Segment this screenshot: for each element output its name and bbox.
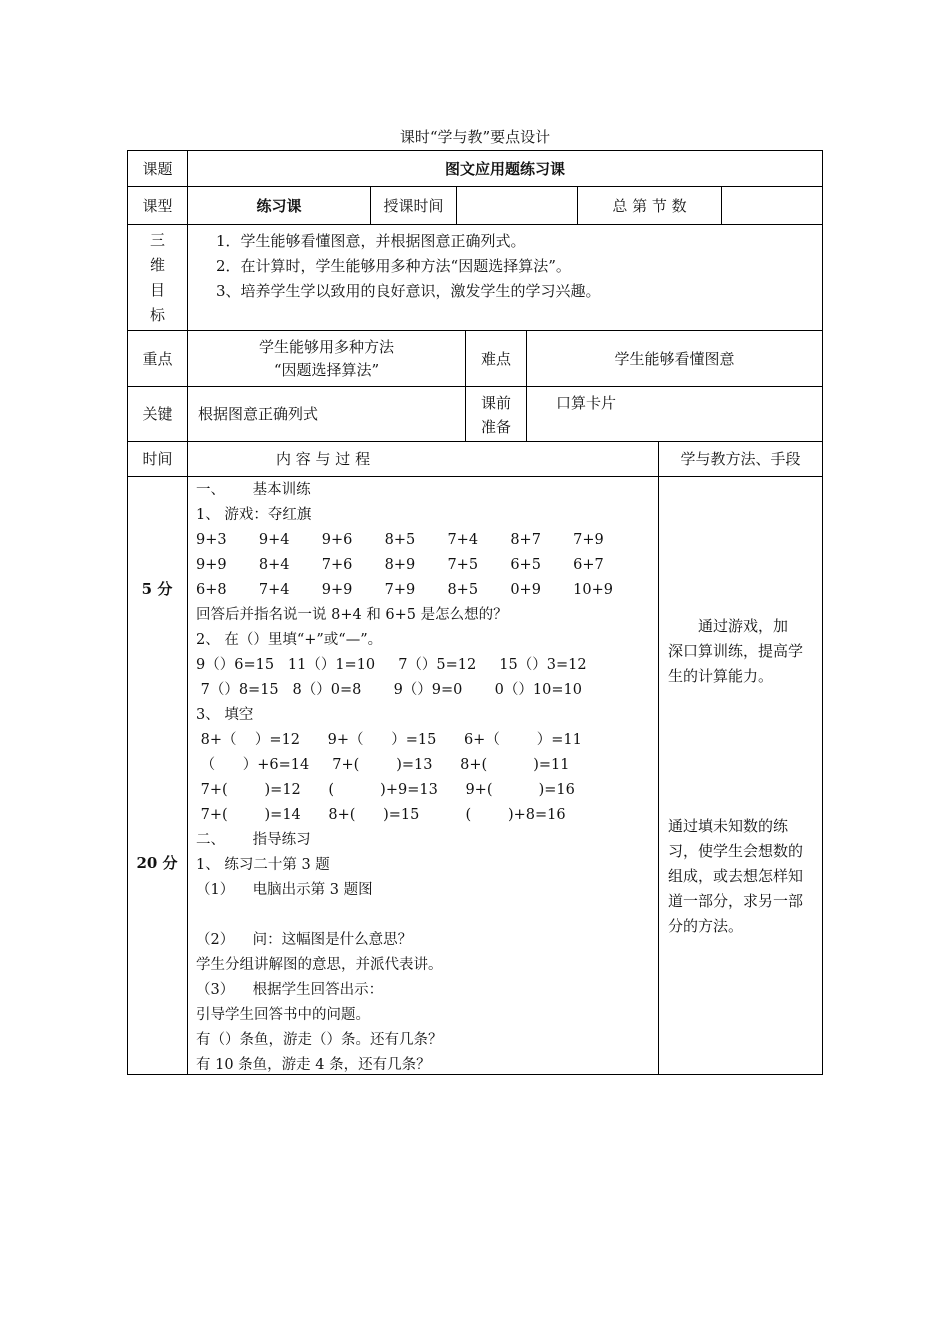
goals-label-char: 三 bbox=[149, 231, 165, 249]
method-line: 习，使学生会想数的 bbox=[668, 842, 804, 860]
topic-value: 图文应用题练习课 bbox=[444, 159, 565, 178]
content-line: 7（）8=15 8（）0=8 9（）9=0 0（）10=10 bbox=[196, 682, 582, 698]
method-note-unknown bbox=[668, 814, 818, 939]
method-note-game bbox=[668, 614, 818, 689]
total-lessons-label: 总 第 节 数 bbox=[612, 196, 687, 215]
content-line: （1） 电脑出示第 3 题图 bbox=[196, 882, 373, 898]
method-line: 通过填未知数的练 bbox=[668, 817, 789, 835]
goals-label-char: 目 bbox=[149, 281, 165, 299]
content-line: （ ）+6=14 7+( )=13 8+( )=11 bbox=[196, 757, 570, 773]
content-line: 有 10 条鱼，游走 4 条，还有几条？ bbox=[196, 1057, 431, 1073]
content-line: 1、 游戏：夺红旗 bbox=[196, 507, 312, 523]
teach-time-label: 授课时间 bbox=[383, 196, 444, 215]
process-content bbox=[196, 478, 654, 1078]
content-line: 3、 填空 bbox=[196, 707, 254, 723]
content-line: 9（）6=15 11（）1=10 7（）5=12 15（）3=12 bbox=[196, 657, 587, 673]
prep-label-line: 准备 bbox=[480, 418, 511, 436]
prep-value: 口算卡片 bbox=[556, 394, 617, 412]
time-20-min: 20 分 bbox=[136, 854, 178, 872]
method-line: 生的计算能力。 bbox=[668, 667, 774, 685]
method-line: 道一部分，求另一部 bbox=[668, 892, 804, 910]
content-line: 学生分组讲解图的意思，并派代表讲。 bbox=[196, 957, 443, 973]
method-line: 分的方法。 bbox=[668, 917, 744, 935]
type-label: 课型 bbox=[142, 196, 173, 215]
content-line: 7+( )=14 8+( )=15 ( )+8=16 bbox=[196, 807, 566, 823]
content-line: 7+( )=12 ( )+9=13 9+( )=16 bbox=[196, 782, 575, 798]
crux-value: 根据图意正确列式 bbox=[198, 405, 319, 423]
content-line: 有（）条鱼，游走（）条。还有几条？ bbox=[196, 1032, 443, 1048]
time-header: 时间 bbox=[142, 450, 173, 468]
teach-time-value bbox=[457, 187, 577, 224]
crux-label: 关键 bbox=[142, 405, 173, 423]
goal-item: 3、培养学生学以致用的良好意识，激发学生的学习兴趣。 bbox=[216, 282, 601, 300]
key-point-line: “因题选择算法” bbox=[273, 360, 380, 379]
prep-label bbox=[466, 390, 526, 440]
goals-label-char: 维 bbox=[149, 256, 165, 274]
document-title: 课时“学与教”要点设计 bbox=[399, 128, 551, 146]
difficulty-label: 难点 bbox=[480, 349, 511, 368]
content-line: 1、 练习二十第 3 题 bbox=[196, 857, 330, 873]
content-line: 6+8 7+4 9+9 7+9 8+5 0+9 10+9 bbox=[196, 582, 614, 598]
goal-item: 1．学生能够看懂图意，并根据图意正确列式。 bbox=[216, 232, 526, 250]
key-point-line: 学生能够用多种方法 bbox=[258, 337, 394, 356]
key-point-value bbox=[188, 331, 465, 386]
goals-list bbox=[216, 229, 816, 304]
method-line: 通过游戏，加 bbox=[668, 617, 789, 635]
table-border bbox=[127, 476, 823, 477]
table-border bbox=[127, 224, 823, 225]
difficulty-value: 学生能够看懂图意 bbox=[614, 349, 735, 368]
goals-label-char: 标 bbox=[149, 306, 165, 324]
goal-item: 2．在计算时，学生能够用多种方法“因题选择算法”。 bbox=[216, 257, 571, 275]
method-header: 学与教方法、手段 bbox=[680, 450, 801, 468]
total-lessons-value bbox=[722, 187, 822, 224]
prep-label-line: 课前 bbox=[480, 394, 511, 412]
topic-label: 课题 bbox=[142, 159, 173, 178]
table-border bbox=[187, 150, 188, 1075]
content-header: 内 容 与 过 程 bbox=[276, 450, 371, 468]
content-line: 9+9 8+4 7+6 8+9 7+5 6+5 6+7 bbox=[196, 557, 604, 573]
content-line: 引导学生回答书中的问题。 bbox=[196, 1007, 370, 1023]
content-line: （3） 根据学生回答出示： bbox=[196, 982, 384, 998]
table-border bbox=[658, 441, 659, 1075]
content-line: 9+3 9+4 9+6 8+5 7+4 8+7 7+9 bbox=[196, 532, 604, 548]
type-value: 练习课 bbox=[256, 196, 302, 215]
time-5-min: 5 分 bbox=[141, 580, 173, 598]
content-line: 回答后并指名说一说 8+4 和 6+5 是怎么想的？ bbox=[196, 607, 508, 623]
content-line: （2） 问：这幅图是什么意思？ bbox=[196, 932, 413, 948]
key-point-label: 重点 bbox=[142, 349, 173, 368]
goals-label bbox=[128, 228, 187, 328]
content-line: 一、 基本训练 bbox=[196, 482, 311, 498]
content-line bbox=[196, 903, 654, 928]
method-line: 组成，或去想怎样知 bbox=[668, 867, 804, 885]
table-border bbox=[822, 150, 823, 1075]
content-line: 2、 在（）里填“+”或“—”。 bbox=[196, 632, 383, 648]
content-line: 8+（ ）=12 9+（ ）=15 6+（ ）=11 bbox=[196, 732, 582, 748]
content-line: 二、 指导练习 bbox=[196, 832, 311, 848]
method-line: 深口算训练，提高学 bbox=[668, 642, 804, 660]
